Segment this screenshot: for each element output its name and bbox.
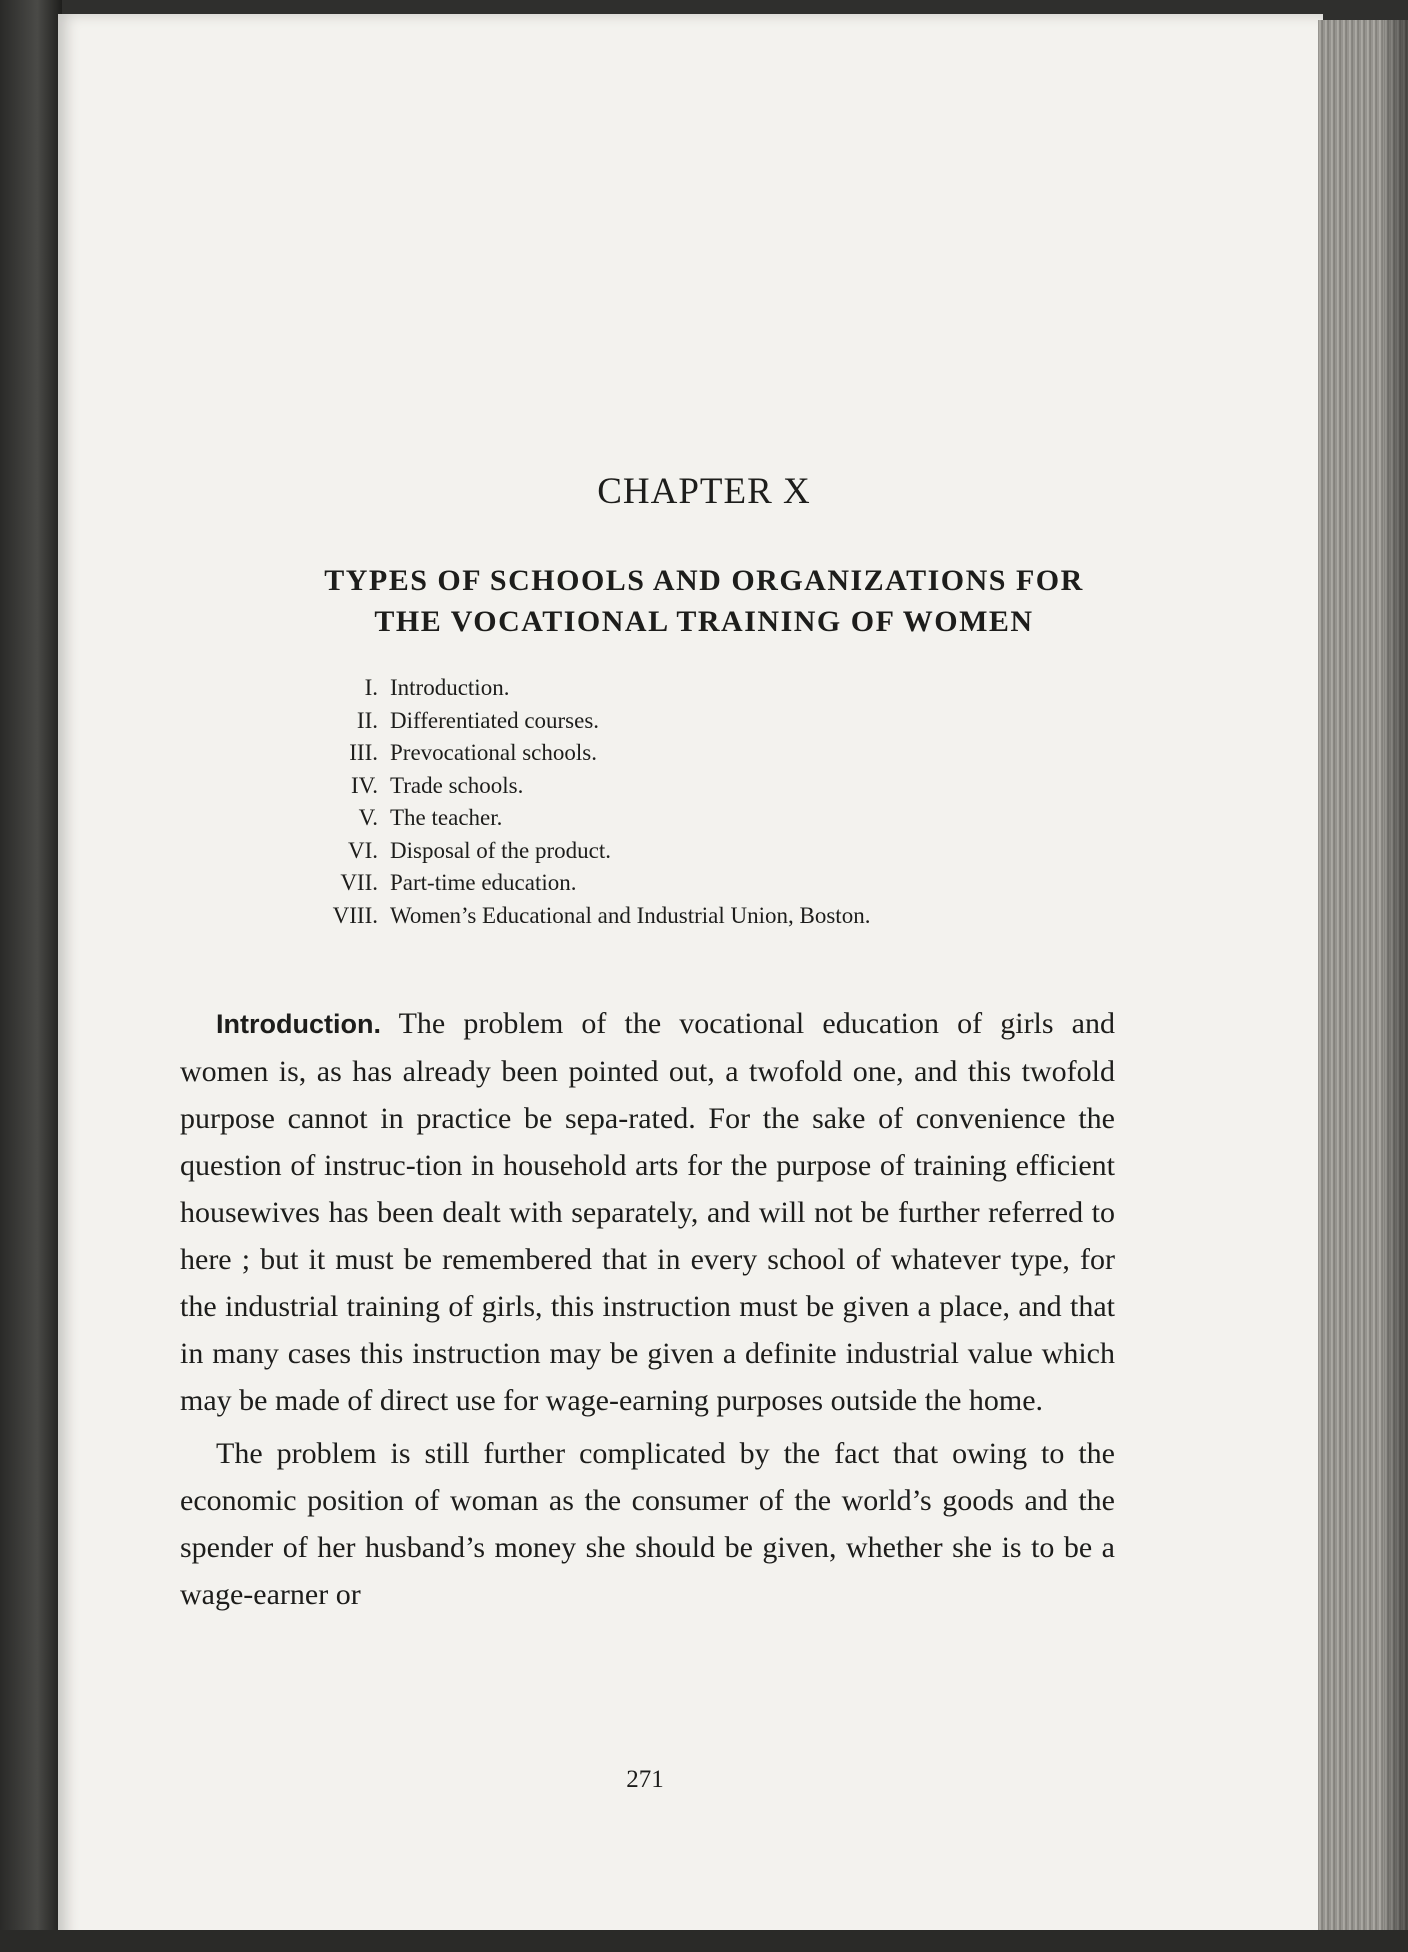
contents-item — [270, 770, 1170, 803]
contents-number: VIII. — [332, 902, 378, 928]
contents-item — [270, 900, 1170, 933]
chapter-contents — [270, 672, 1170, 932]
book-page — [58, 14, 1323, 1952]
contents-item — [270, 672, 1170, 705]
chapter-heading-line-2: THE VOCATIONAL TRAINING OF WOMEN — [374, 605, 1034, 638]
contents-text: Trade schools. — [390, 772, 524, 798]
paragraph-lead-in: Introduction. — [216, 1009, 381, 1039]
chapter-heading-line-1: TYPES OF SCHOOLS AND ORGANIZATIONS FOR — [324, 564, 1084, 597]
contents-text: Women’s Educational and Industrial Union, Boston. — [390, 902, 871, 928]
contents-number: I. — [364, 675, 378, 700]
contents-item — [270, 867, 1170, 900]
contents-item — [270, 705, 1170, 738]
contents-text: Differentiated courses. — [390, 707, 600, 733]
contents-number: II. — [356, 707, 378, 733]
contents-text: Disposal of the product. — [390, 837, 612, 863]
paragraph-2: The problem is still further complicated by the fact that owing to the economic position of woman as the consumer of the world’s goods and the spender of her husband’s money she should be given, whether she is to be a wage-earner or — [180, 1437, 1115, 1611]
contents-number: VI. — [347, 837, 378, 863]
contents-number: V. — [358, 805, 378, 830]
contents-text: Part-time education. — [390, 870, 577, 895]
contents-item — [270, 737, 1170, 770]
body-text — [180, 1000, 1115, 1618]
page-stack-edge — [1318, 20, 1408, 1952]
contents-item — [270, 835, 1170, 868]
paragraph-introduction — [180, 1000, 1115, 1424]
paragraph-1-text: The problem of the vocational education of girls and women is, as has already been pointed out, a twofold one, and this twofold purpose cannot in practice be sepa-rated. For the sake of convenience the question of instruc-tion in household arts for the purpose of training efficient housewives has been dealt with separately, and will not be further referred to here ; but it must be remembered that in every school of whatever type, for the industrial training of girls, this instruction must be given a place, and that in many cases this instruction may be given a definite industrial value which may be made of direct use for wage-earning purposes outside the home. — [180, 1007, 1115, 1417]
contents-number: III. — [349, 740, 378, 765]
page-number: 271 — [626, 1766, 664, 1793]
left-page-edge — [0, 0, 62, 1952]
chapter-title: CHAPTER X — [597, 471, 811, 512]
contents-number: IV. — [350, 772, 378, 798]
bottom-shadow — [0, 1930, 1408, 1952]
contents-text: The teacher. — [390, 805, 503, 830]
contents-text: Prevocational schools. — [390, 740, 597, 765]
contents-item — [270, 802, 1170, 835]
chapter-heading — [0, 560, 1408, 642]
contents-text: Introduction. — [390, 675, 510, 700]
contents-number: VII. — [340, 870, 378, 895]
